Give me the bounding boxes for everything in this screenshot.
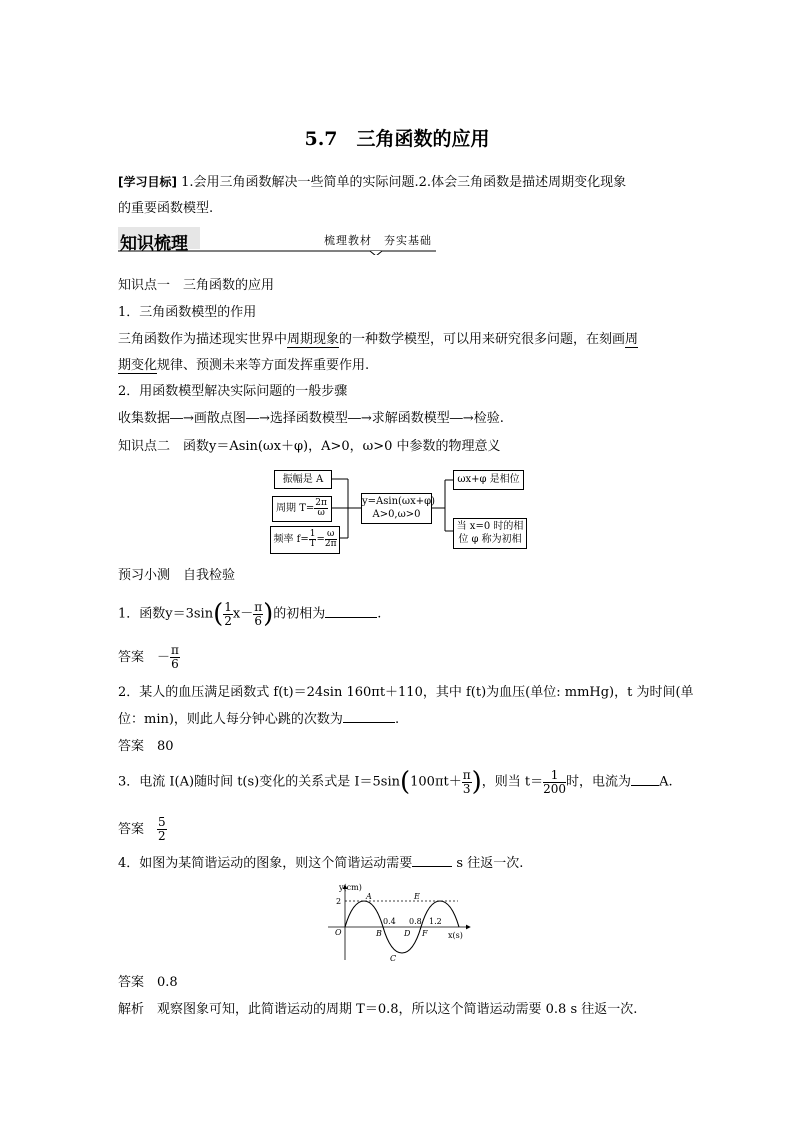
q3-text: 3．电流 I(A)随时间 t(s)变化的关系式是 I＝5sin [118, 774, 400, 790]
answer-label: 答案 [118, 822, 145, 837]
arrow-icon: ―→ [170, 411, 194, 426]
kp1-sub1: 1．三角函数模型的作用 [118, 305, 257, 320]
section-title: 知识梳理 [120, 234, 188, 254]
q3-unit: A. [659, 774, 673, 790]
step-item: 求解函数模型 [371, 411, 450, 426]
frequency-label: 频率 f= [273, 534, 309, 545]
kp1-underline-periodic-change: 期变化 [118, 358, 158, 373]
analysis-label: 解析 [118, 1002, 145, 1017]
step-item: 画散点图 [193, 411, 246, 426]
q1-fraction-half [223, 601, 233, 628]
kp1-sub2: 2．用函数模型解决实际问题的一般步骤 [118, 384, 348, 399]
q3-answer [118, 812, 167, 848]
frequency-box [270, 526, 340, 554]
q2-line2 [118, 710, 399, 730]
q1-denominator: 2 [224, 613, 232, 628]
q1-answer [118, 640, 180, 676]
x-tick-label: 0.8 [409, 917, 422, 926]
freq-numerator: ω [325, 530, 337, 540]
point-label: F [422, 929, 428, 938]
q3-denominator: 3 [462, 781, 471, 796]
period-label: 周期 T= [276, 503, 315, 514]
q2-answer [118, 737, 174, 757]
q4-text: s 往返一次. [456, 856, 524, 871]
answer-denominator: 2 [158, 829, 166, 843]
paren-right: ) [263, 599, 274, 629]
answer-value: 0.8 [157, 975, 178, 990]
preview-heading: 预习小测 自我检验 [118, 568, 236, 583]
kp1-text: 规律、预测未来等方面发挥重要作用. [157, 358, 370, 373]
arrow-icon: ―→ [449, 411, 474, 426]
frequency-fraction-2 [325, 530, 337, 549]
q3-text: 100πt＋ [410, 774, 462, 790]
function-box [361, 493, 435, 524]
point-label: C [390, 954, 397, 963]
x-tick-label: 1.2 [429, 917, 442, 926]
answer-sign: － [157, 650, 171, 665]
kp1-heading: 知识点一 三角函数的应用 [118, 278, 275, 293]
question-1 [118, 596, 381, 632]
q3-answer-blank [631, 773, 659, 786]
initial-phase-box [453, 518, 527, 549]
kp1-steps [118, 409, 504, 429]
kp1-text: 三角函数作为描述现实世界中 [118, 332, 288, 347]
q3-fraction-t [543, 769, 566, 796]
kp1-underline-periodic: 周期现象 [287, 332, 340, 347]
q1-text: x－ [232, 606, 254, 622]
y-tick-label: 2 [336, 897, 342, 906]
freq-equals: = [316, 534, 325, 545]
function-formula: y=Asin(ωx+φ) [362, 496, 435, 507]
initial-phase-line2: 位 φ 称为初相 [458, 534, 522, 545]
q3-numerator: π [462, 767, 471, 782]
objectives-label: [学习目标] [118, 175, 177, 189]
objectives-text-1: 1.会用三角函数解决一些简单的实际问题.2.体会三角函数是描述周期变化现象 [181, 175, 627, 190]
period-fraction [314, 499, 328, 518]
page-title: 5.7 三角函数的应用 [304, 128, 490, 150]
paren-right: ) [471, 767, 482, 797]
q1-text: 1．函数y＝3sin [118, 606, 214, 622]
q4-answer-blank [412, 854, 452, 867]
objectives-line-1 [118, 172, 626, 193]
answer-denominator: 6 [171, 657, 179, 671]
answer-label: 答案 [118, 650, 145, 665]
freq-denominator: 2π [324, 539, 337, 549]
q3-answer-fraction [157, 816, 167, 843]
q1-answer-blank [325, 605, 377, 618]
answer-numerator: 5 [158, 815, 166, 829]
q4-answer [118, 973, 178, 993]
function-conditions: A>0,ω>0 [372, 509, 421, 520]
section-header [118, 227, 436, 253]
analysis-text: 观察图象可知，此简谐运动的周期 T＝0.8，所以这个简谐运动需要 0.8 s 往返一次. [157, 1002, 638, 1017]
section-subtitle: 梳理教材 夯实基础 [324, 234, 432, 247]
q2-answer-blank [343, 710, 395, 723]
x-axis-label: x(s) [448, 931, 463, 940]
freq-denominator: T [309, 539, 316, 549]
answer-label: 答案 [118, 975, 145, 990]
initial-phase-line1: 当 x=0 时的相 [456, 521, 524, 532]
paren-left: ( [213, 599, 224, 629]
period-numerator: 2π [315, 498, 327, 508]
point-label: B [376, 929, 382, 938]
point-label: A [366, 892, 372, 901]
q2-line1: 2．某人的血压满足函数式 f(t)＝24sin 160πt＋110，其中 f(t)为血压(单位: mmHg)，t 为时间(单 [118, 685, 694, 700]
period-denominator: ω [317, 508, 325, 518]
step-item: 检验. [473, 411, 504, 426]
q1-fraction-pi6 [253, 601, 263, 628]
q3-text: ，则当 t＝ [481, 774, 544, 790]
answer-label: 答案 [118, 739, 145, 754]
q1-numerator: π [254, 599, 263, 614]
arrow-icon: ―→ [347, 411, 372, 426]
q1-answer-fraction [170, 644, 180, 671]
parameter-diagram [268, 466, 530, 556]
q3-numerator: 1 [543, 769, 566, 783]
answer-numerator: π [171, 643, 179, 657]
kp2-heading: 知识点二 函数y＝Asin(ωx＋φ)，A>0，ω>0 中参数的物理意义 [118, 439, 501, 454]
point-label: E [414, 892, 420, 901]
y-axis-label: y(cm) [339, 883, 362, 892]
objectives-line-2: 的重要函数模型. [118, 201, 214, 216]
arrow-icon: ―→ [245, 411, 270, 426]
harmonic-motion-graph [318, 880, 478, 965]
q1-denominator: 6 [254, 613, 262, 628]
paren-left: ( [399, 767, 411, 797]
q2-period: . [394, 712, 400, 727]
step-item: 收集数据 [118, 411, 171, 426]
question-4 [118, 854, 523, 874]
phase-box: ωx+φ 是相位 [453, 470, 524, 490]
q1-period: . [377, 606, 382, 622]
q4-analysis [118, 1000, 637, 1020]
q3-fraction-pi3 [462, 769, 472, 796]
point-label: D [404, 929, 411, 938]
period-box [272, 496, 332, 522]
question-3 [118, 764, 673, 800]
step-item: 选择函数模型 [269, 411, 348, 426]
kp1-para-line2 [118, 356, 369, 376]
x-tick-label: 0.4 [383, 917, 396, 926]
origin-label: O [335, 928, 342, 937]
q3-text: 时，电流为 [566, 774, 632, 790]
kp1-para-line1 [118, 330, 638, 350]
q2-text: 位：min)，则此人每分钟心跳的次数为 [118, 712, 343, 727]
q4-text: 4．如图为某简谐运动的图象，则这个简谐运动需要 [118, 856, 413, 871]
kp1-text: 的一种数学模型，可以用来研究很多问题，在刻画 [339, 332, 626, 347]
kp1-underline-periodic-change: 周 [625, 332, 639, 347]
q3-denominator: 200 [543, 781, 567, 796]
q1-text: 的初相为 [273, 606, 326, 622]
amplitude-box: 振幅是 A [274, 470, 332, 489]
q1-numerator: 1 [224, 599, 232, 614]
freq-numerator: 1 [309, 529, 316, 539]
answer-value: 80 [157, 739, 174, 754]
